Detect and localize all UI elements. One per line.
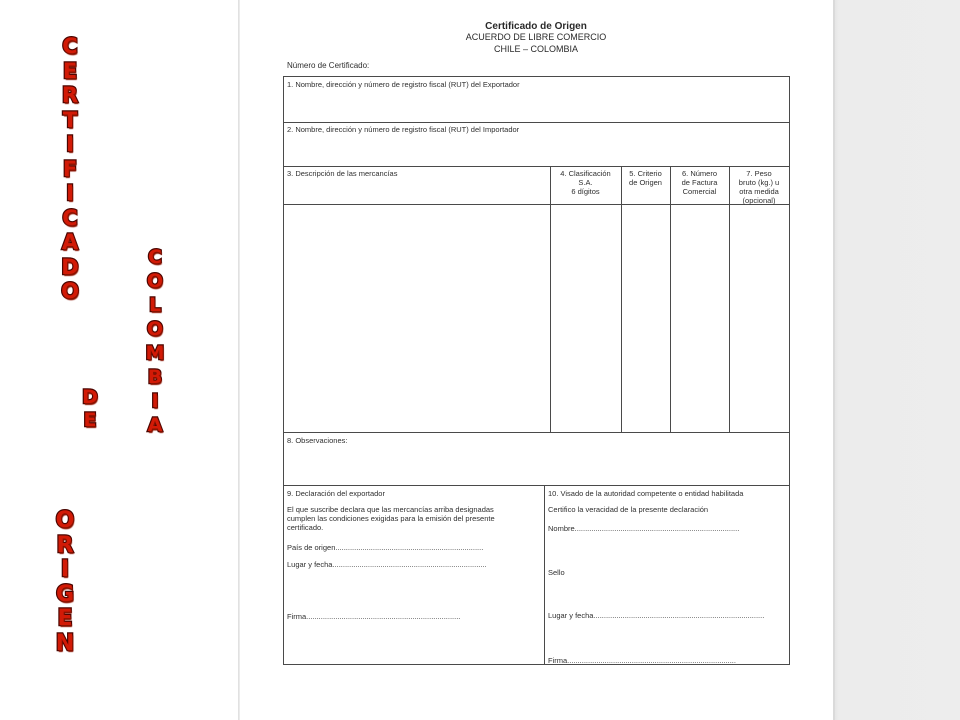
grid-line xyxy=(283,166,790,167)
grid-line xyxy=(283,204,790,205)
box5-criterion-header: 5. Criterio de Origen xyxy=(629,169,662,187)
box10-signature: Firma................................................................................. xyxy=(548,656,736,665)
grid-line xyxy=(283,432,790,433)
vertical-letter: O xyxy=(61,279,79,303)
grid-line xyxy=(544,485,545,665)
box10-name: Nombre............................................................................... xyxy=(548,524,740,533)
box10-seal: Sello xyxy=(548,568,565,577)
vertical-letter: R xyxy=(61,83,79,107)
box2-importer-label: 2. Nombre, dirección y número de registro fiscal (RUT) del Importador xyxy=(287,125,520,134)
grid-line xyxy=(550,166,551,433)
vertical-letter: O xyxy=(146,318,164,340)
vertical-letter: T xyxy=(62,107,78,132)
box9-signature: Firma.......................................................................... xyxy=(287,612,461,621)
form-subtitle-agreement: ACUERDO DE LIBRE COMERCIO xyxy=(465,32,607,42)
box10-place-date: Lugar y fecha.................................................................................. xyxy=(548,611,765,620)
vertical-letter: I xyxy=(66,181,74,205)
vertical-letter: E xyxy=(62,58,78,83)
vertical-letter: R xyxy=(56,532,74,558)
grid-line xyxy=(729,166,730,433)
vertical-letter: D xyxy=(61,254,79,279)
vertical-letter: C xyxy=(62,34,78,58)
box10-title: 10. Visado de la autoridad competente o entidad habilitada xyxy=(548,489,744,498)
box9-country-of-origin: País de origen....................................................................... xyxy=(287,543,484,552)
box10-certify: Certifico la veracidad de la presente declaración xyxy=(548,505,709,514)
grid-line xyxy=(283,76,284,665)
vertical-letter: L xyxy=(148,294,162,316)
vertical-letter: C xyxy=(148,246,162,268)
vertical-letter: O xyxy=(55,508,75,533)
grid-line xyxy=(789,76,790,665)
box7-weight-header: 7. Peso bruto (kg.) u otra medida (opcional) xyxy=(738,169,780,205)
box3-description-label: 3. Descripción de las mercancías xyxy=(287,169,398,178)
vertical-letter: I xyxy=(66,132,74,156)
box1-exporter-label: 1. Nombre, dirección y número de registro fiscal (RUT) del Exportador xyxy=(287,80,520,89)
form-title: Certificado de Origen xyxy=(485,21,587,32)
vertical-letter: G xyxy=(55,581,75,607)
grid-line xyxy=(670,166,671,433)
form-subtitle-countries: CHILE – COLOMBIA xyxy=(493,44,579,54)
vertical-letter: B xyxy=(147,366,163,388)
box4-classification-header: 4. Clasificación S.A. 6 dígitos xyxy=(560,169,611,196)
grid-line xyxy=(283,122,790,123)
box9-title: 9. Declaración del exportador xyxy=(287,489,385,498)
box9-place-date: Lugar y fecha.......................................................................... xyxy=(287,560,487,569)
vertical-letter: C xyxy=(62,205,78,230)
vertical-letter: O xyxy=(146,270,164,292)
vertical-letter: E xyxy=(57,606,73,631)
grid-line xyxy=(283,485,790,486)
vertical-letter: D xyxy=(82,386,98,408)
vertical-letter: A xyxy=(147,414,163,436)
vertical-letter: N xyxy=(55,630,75,656)
grid-line xyxy=(621,166,622,433)
vertical-letter: I xyxy=(60,557,70,582)
box6-invoice-header: 6. Número de Factura Comercial xyxy=(681,169,718,196)
grid-line xyxy=(283,76,790,77)
vertical-letter: A xyxy=(61,230,79,254)
vertical-letter: I xyxy=(151,390,159,412)
box8-observations-label: 8. Observaciones: xyxy=(287,436,348,445)
vertical-letter: F xyxy=(62,156,78,181)
vertical-letter: M xyxy=(145,342,165,364)
certificate-number-label: Número de Certificado: xyxy=(287,61,370,70)
vertical-letter: E xyxy=(83,409,97,431)
box9-statement: El que suscribe declara que las mercancías arriba designadas cumplen las condiciones exigidas para la emisión del presente certificado. xyxy=(287,505,495,532)
